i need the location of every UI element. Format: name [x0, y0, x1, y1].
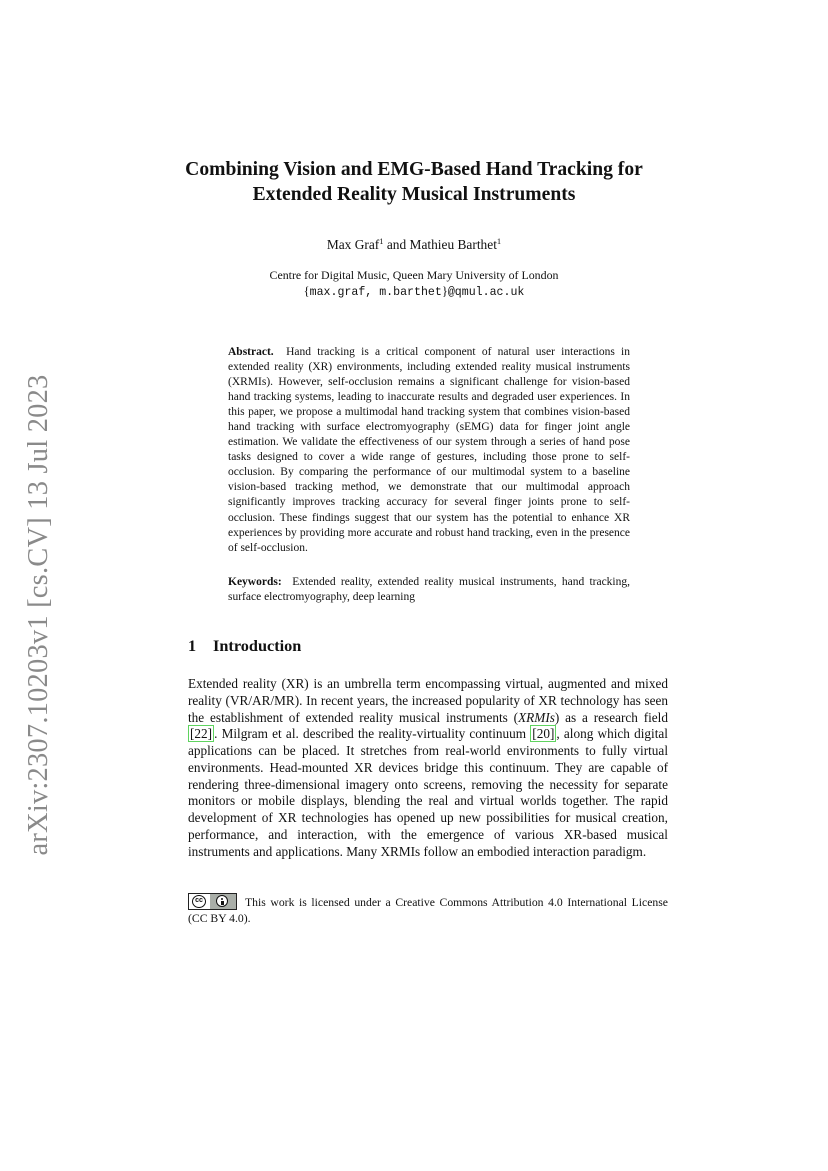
email-names: max.graf, m.barthet — [309, 286, 442, 299]
intro-text-1: Extended reality (XR) is an umbrella term encompassing virtual, augmented and mixed reality (VR/AR/MR). In recent years, the increased popularity of XR technology has seen the establishment of extended reality musical instruments ( — [188, 676, 668, 725]
authors — [0, 236, 828, 253]
keywords-text: Extended reality, extended reality musical instruments, hand tracking, surface electromyography, deep learning — [228, 576, 631, 604]
section-number: 1 — [188, 636, 197, 655]
attribution-person-icon — [216, 895, 228, 907]
abstract-text: Hand tracking is a critical component of natural user interactions in extended reality (XR) environments, including extended reality musical instruments (XRMIs). However, self-occlusion remains a significant challenge for vision-based hand tracking systems, leading to inaccurate results and degraded user experiences. In this paper, we propose a multimodal hand tracking system that combines vision-based hand tracking with surface electromyography (sEMG) data for finger joint angle estimation. We validate the effectiveness of our system through a series of hand pose tasks designed to cover a wide range of gestures, including those prone to self-occlusion. By comparing the performance of our multimodal system to a baseline vision-based tracking method, we demonstrate that our multimodal approach significantly improves tracking accuracy for several finger joints prone to self-occlusion. These findings suggest that our system has the potential to enhance XR experiences by providing more accurate and robust hand tracking, even in the presence of self-occlusion. — [228, 346, 630, 554]
author-1: Max Graf — [326, 237, 380, 252]
author-2-affil-mark: 1 — [496, 236, 502, 246]
xrmis-term: XRMIs — [518, 709, 555, 725]
abstract-label: Abstract. — [228, 346, 274, 358]
section-title: Introduction — [213, 636, 302, 655]
abstract — [228, 345, 630, 556]
intro-text-4: , along which digital applications can be placed. It stretches from real-world environments to fully virtual environments. Head-mounted XR devices bridge this continuum. They are capable of rendering three-dimensional imagery onto screens, removing the necessity for separate monitors or mobile displays, blending the real and virtual worlds together. The rapid development of XR technologies has opened up new possibilities for musical creation, performance, and interaction, with the emergence of various XR-based musical instruments and applications. Many XRMIs follow an embodied interaction paradigm. — [188, 726, 668, 859]
introduction-paragraph — [188, 676, 668, 860]
intro-text-3: . Milgram et al. described the reality-virtuality continuum — [214, 726, 531, 742]
email-domain: @qmul.ac.uk — [447, 286, 525, 299]
affiliation: Centre for Digital Music, Queen Mary University of London — [269, 268, 559, 282]
license-footnote — [188, 893, 668, 926]
author-1-affil-mark: 1 — [379, 236, 384, 246]
keywords-label: Keywords: — [228, 576, 282, 588]
intro-text-2: ) as a research field — [554, 709, 668, 725]
citation-link-22[interactable]: [22] — [190, 726, 213, 742]
email-brace-close: } — [441, 284, 448, 298]
keywords — [228, 575, 630, 605]
title-line-1: Combining Vision and EMG-Based Hand Tracking for — [185, 159, 643, 180]
email-brace-open: { — [303, 284, 310, 298]
badge-cc-panel — [189, 894, 210, 909]
citation-link-20[interactable]: [20] — [532, 726, 555, 742]
cc-icon: cc — [192, 895, 206, 908]
arxiv-identifier: arXiv:2307.10203v1 [cs.CV] 13 Jul 2023 — [23, 374, 54, 856]
license-text: This work is licensed under a Creative Commons Attribution 4.0 International License (CC BY 4.0). — [188, 896, 668, 925]
section-heading-introduction — [188, 636, 301, 656]
authors-conjunction: and — [383, 237, 410, 252]
author-emails — [0, 284, 828, 299]
cc-by-license-badge-icon[interactable] — [188, 893, 237, 910]
title-line-2: Extended Reality Musical Instruments — [252, 184, 576, 205]
author-2: Mathieu Barthet — [409, 237, 497, 252]
paper-title — [0, 157, 828, 207]
